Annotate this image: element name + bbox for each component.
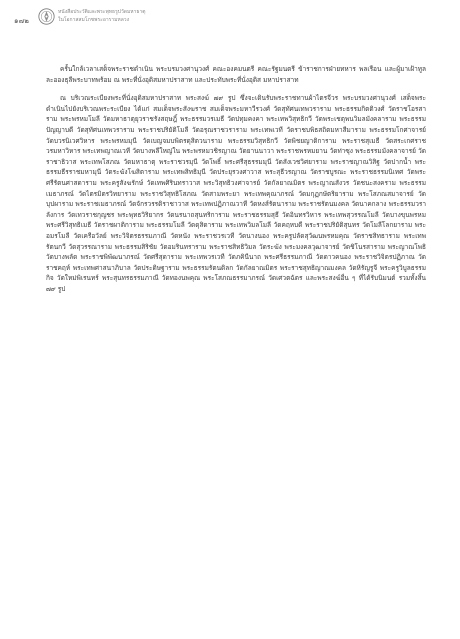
temple-seal-icon xyxy=(38,8,55,25)
paragraph-1: ครั้นใกล้เวลาเสด็จพระราชดำเนิน พระบรมวงศานุวงศ์ คณะองคมนตรี คณะรัฐมนตรี ข้าราชการฝ่ายทหาร พลเรือน และผู้มาเฝ้าทูลละอองธุลีพระบาทพร้อม ณ พระที่นั่งอุดิสมหาปราสาท และประทับพระที่นั่งอุดิส มหาปราสาท xyxy=(46,65,426,84)
running-header-line-2: ในโอกาสสมโภชพระอารามหลวง xyxy=(58,17,130,23)
body-text xyxy=(46,64,426,302)
running-header-line-1: หนังสือประวัติและพระพุทธรูปวัดมหาธาตุ xyxy=(58,9,146,15)
running-header xyxy=(58,8,278,24)
page-number: ๑๗๒ xyxy=(14,17,30,25)
paragraph-2: ณ บริเวณระเบียงพระที่นั่งอุดิสมหาปราสาท พระสงฆ์ ๗๙ รูป ซึ่งจะเดินรับพระราชทานผ้าไตรจีวร พระบรมวงศานุวงศ์ เสด็จพระดำเนินไปยังบริเวณพระระเบียง ได้แก่ สมเด็จพระสังฆราช สมเด็จพระมหาวีรวงศ์ วัดสุทัศนเทพวราราม พระธรรมกิตติวงศ์ วัดราชโอรสาราม พระพรหมโมลี วัดมหาธาตุยุวราชรังสฤษฎิ์ พระธรรมวรเมธี วัดปทุมคงคา พระเทพวิสุทธิกวี วัดพระเชตุพนวิมลมังคลาราม พระธรรมปัญญาบดี วัดสุทัศนเทพวราราม พระราชปริยัติโมลี วัดอรุณราชวราราม พระเทพเวที วัดราชบพิธสถิตมหาสีมาราม พระธรรมโกศาจารย์ วัดบวรนิเวศวิหาร พระพรหมมุนี วัดเบญจมบพิตรดุสิตวนาราม พระธรรมวิสุทธิกวี วัดพิชยญาติการาม พระราชสุเมธี วัดสระเกศราชวรมหาวิหาร พระเทพญาณเวที วัดบางพลีใหญ่ใน พระพรหมวชิรญาณ วัดยานนาวา พระราชพรหมยาน วัดท่าซุง พระธรรมมังคลาจารย์ วัดราชาธิวาส พระเทพโสภณ วัดมหาธาตุ พระราชวรมุนี วัดโพธิ์ พระศรีสุธรรมมุนี วัดสังเวชวิศยาราม พระราชญาณวิสิฐ วัดปากน้ำ พระธรรมธีรราชมหามุนี วัดระฆังโฆสิตาราม พระเทพสิทธิมุนี วัดประยุรวงศาวาส พระสุธีวรญาณ วัดราชบูรณะ พระราชธรรมนิเทศ วัดพระศรีรัตนศาสดาราม พระครูสังฆรักษ์ วัดเทพศิรินทราวาส พระวิสุทธิวงศาจารย์ วัดกัลยาณมิตร พระญาณสังวร วัดชนะสงคราม พระธรรมเมธาภรณ์ วัดไตรมิตรวิทยาราม พระราชวิสุทธิโสภณ วัดสามพระยา พระเทพคุณาภรณ์ วัดมกุฏกษัตริยาราม พระโสภณสมาจารย์ วัดบุปผาราม พระราชเมธาภรณ์ วัดจักรวรรดิราชาวาส พระเทพปฏิภาณวาที วัดหงส์รัตนาราม พระราชรัตนมงคล วัดนาคกลาง พระธรรมวราลังการ วัดเทวราชกุญชร พระพุทธวิริยากร วัดนรนาถสุนทริการาม พระราชธรรมสุธี วัดอินทรวิหาร พระเทพสุวรรณโมลี วัดบางขุนพรหม พระศรีวิสุทธิเมธี วัดราชผาติการาม พระธรรมโมลี วัดดุสิดาราม พระเทพวิมลโมลี วัดคฤหบดี พระราชปริยัติสุนทร วัดโมลีโลกยาราม พระอมรโมลี วัดเครือวัลย์ พระวิจิตรธรรมภาณี วัดหนัง พระราชวรเวที วัดนางนอง พระครูปลัดสุวัฒนพรหมคุณ วัดราชสิทธาราม พระเทพรัตนกวี วัดสุวรรณาราม พระธรรมสิริชัย วัดอมรินทราราม พระราชสิทธิวิมล วัดระฆัง พระมงคลวุฒาจารย์ วัดชิโนรสาราม พระญาณโพธิ วัดบางพลัด พระราชพิพัฒนาภรณ์ วัดศรีสุดาราม พระเทพวรเวที วัดภคินีนาถ พระศรีธรรมภาณี วัดดาวคนอง พระราชวิจิตรปฏิภาณ วัดราชคฤห์ พระเทพศาสนาภิบาล วัดประดิษฐาราม พระธรรมรัตนดิลก วัดกัลยาณมิตร พระราชสุทธิญาณมงคล วัดหิรัญรูจี พระครูวิบูลธรรมกิจ วัดใหม่พิเรนทร์ พระสุนทรธรรมภาณี วัดทองนพคุณ พระโสภณธรรมาภรณ์ วัดเศวตฉัตร และพระสงฆ์อื่น ๆ ที่ได้รับนิมนต์ รวมทั้งสิ้น ๗๙ รูป xyxy=(46,94,426,293)
